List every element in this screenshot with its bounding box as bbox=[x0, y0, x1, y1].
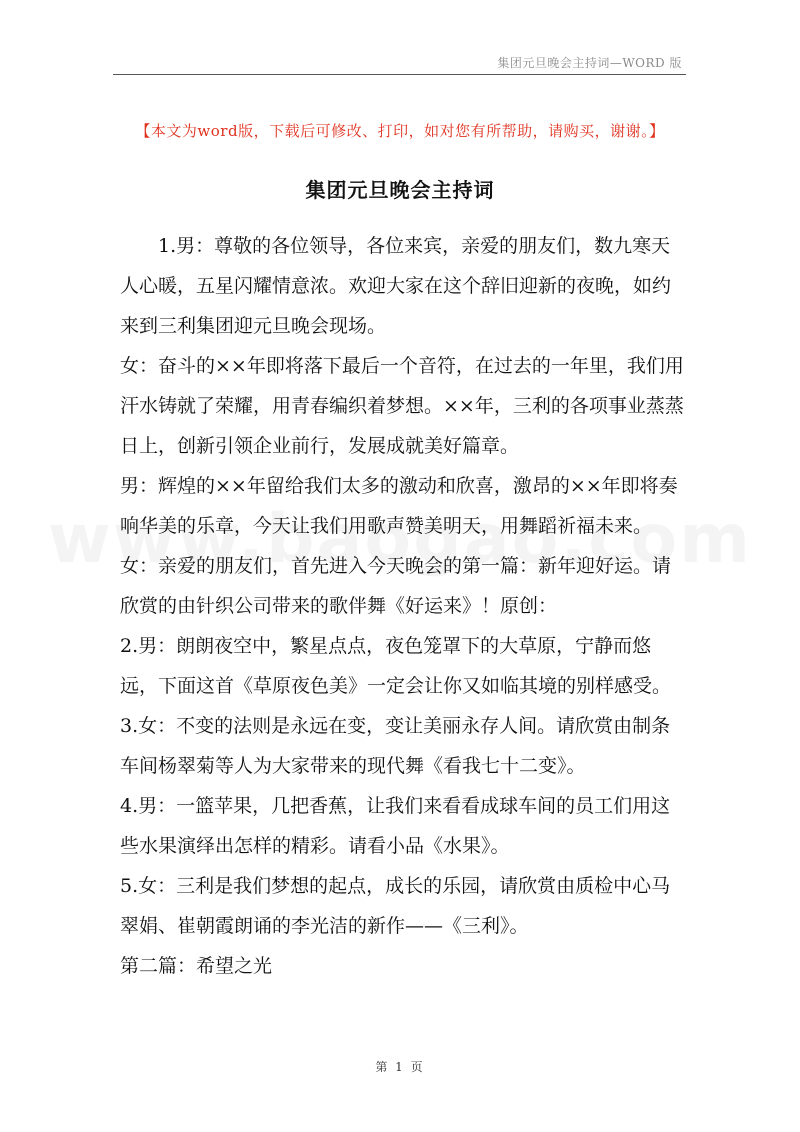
header-divider bbox=[113, 74, 686, 75]
section-heading: 第二篇：希望之光 bbox=[120, 955, 273, 977]
paragraph: 男：辉煌的××年留给我们太多的激动和欣喜，激昂的××年即将奏响华美的乐章，今天让我们用歌声赞美明天，用舞蹈祈福未来。 bbox=[120, 475, 678, 537]
paragraph: 女：亲爱的朋友们，首先进入今天晚会的第一篇：新年迎好运。请欣赏的由针织公司带来的歌伴舞《好运来》！原创： bbox=[120, 555, 672, 617]
paragraph: 1.男：尊敬的各位领导，各位来宾，亲爱的朋友们，数九寒天人心暖，五星闪耀情意浓。欢迎大家在这个辞旧迎新的夜晚，如约来到三利集团迎元旦晚会现场。 bbox=[120, 235, 672, 337]
page-number: 第 1 页 bbox=[375, 1060, 425, 1074]
page-title: 集团元旦晚会主持词 bbox=[305, 178, 495, 202]
paragraph: 2.男：朗朗夜空中，繁星点点，夜色笼罩下的大草原，宁静而悠远，下面这首《草原夜色美》一定会让你又如临其境的别样感受。 bbox=[120, 635, 672, 697]
running-header: 集团元旦晚会主持词—WORD 版 bbox=[497, 56, 682, 70]
document-body bbox=[120, 226, 686, 986]
paragraph: 5.女：三利是我们梦想的起点，成长的乐园，请欣赏由质检中心马翠娟、崔朝霞朗诵的李光洁的新作——《三利》。 bbox=[120, 875, 671, 937]
purchase-notice: 【本文为word版，下载后可修改、打印，如对您有所帮助，请购买，谢谢。】 bbox=[135, 122, 665, 140]
paragraph: 4.男：一篮苹果，几把香蕉，让我们来看看成球车间的员工们用这些水果演绎出怎样的精彩。请看小品《水果》。 bbox=[120, 795, 671, 857]
paragraph: 女：奋斗的××年即将落下最后一个音符，在过去的一年里，我们用汗水铸就了荣耀，用青春编织着梦想。××年，三利的各项事业蒸蒸日上，创新引领企业前行，发展成就美好篇章。 bbox=[120, 355, 684, 457]
paragraph: 3.女：不变的法则是永远在变，变让美丽永存人间。请欣赏由制条车间杨翠菊等人为大家带来的现代舞《看我七十二变》。 bbox=[120, 715, 671, 777]
